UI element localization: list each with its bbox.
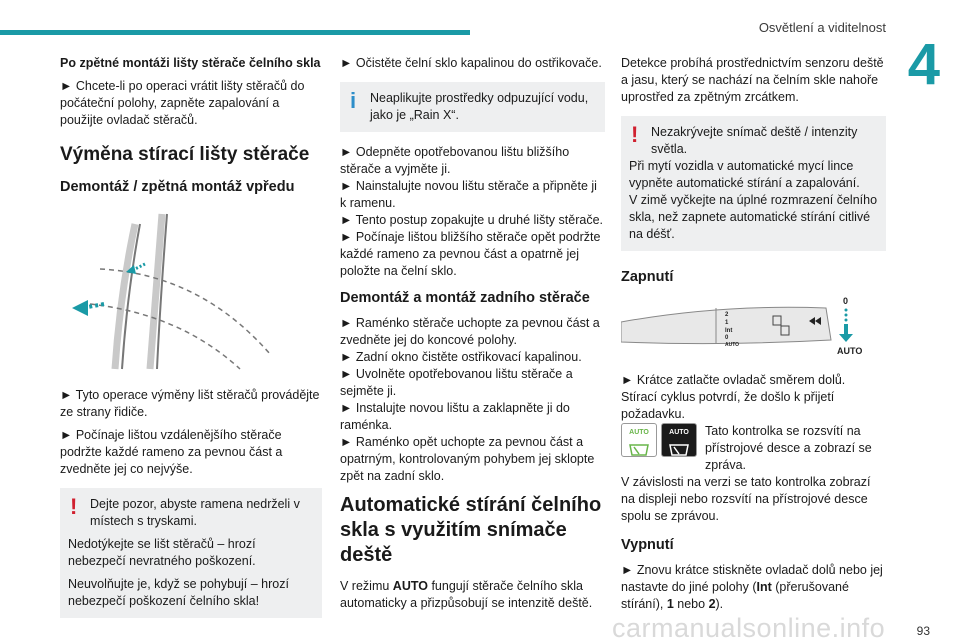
text: nebo <box>673 597 709 611</box>
paragraph: ► Uvolněte opotřebovanou lištu stěrače a sejměte ji. <box>340 367 573 398</box>
subheading-switch-on: Zapnutí <box>621 269 674 285</box>
wiper-stalk-illustration <box>621 294 886 364</box>
section-heading-auto-wipe: Automatické stírání čelního skla s využitím snímače deště <box>340 494 602 566</box>
warning-note <box>621 116 886 251</box>
watermark: carmanualsonline.info <box>612 613 886 643</box>
stalk-label-1: 1 <box>725 320 729 326</box>
stalk-position-auto: AUTO <box>837 346 863 356</box>
stalk-label-int: Int <box>725 328 733 334</box>
paragraph <box>340 578 605 612</box>
text: fungují stěrače čelního skla automaticky a přizpůsobují se intenzitě deště. <box>340 579 593 610</box>
paragraph: Stírací cyklus potvrdí, že došlo k přijetí požadavku. <box>621 390 835 421</box>
header-accent-bar <box>0 30 470 35</box>
subheading-front: Demontáž / zpětná montáž vpředu <box>60 179 295 195</box>
paragraph: ► Nainstalujte novou lištu stěrače a připněte ji k ramenu. <box>340 179 597 210</box>
bold-text: AUTO <box>392 579 428 593</box>
exclamation-icon: ! <box>631 122 639 147</box>
subheading-after-reinstall: Po zpětné montáži lišty stěrače čelního skla <box>60 56 321 70</box>
paragraph: ► Počínaje lištou bližšího stěrače opět podržte každé rameno za pevnou část a opatrně jej položte na čelní sklo. <box>340 230 601 278</box>
subheading-switch-off: Vypnutí <box>621 537 674 553</box>
auto-wipe-lamp-light-icon <box>621 423 657 457</box>
bold-text: 2 <box>708 597 716 611</box>
warning-text: Nedotýkejte se lišt stěračů – hrozí nebezpečí nevratného poškození. <box>68 537 256 568</box>
paragraph: Tato kontrolka se rozsvítí na přístrojové desce a zobrazí se zpráva. <box>705 424 872 472</box>
info-note <box>340 82 605 132</box>
paragraph: ► Tyto operace výměny lišt stěračů provádějte ze strany řidiče. <box>60 388 320 419</box>
info-icon: i <box>350 88 357 113</box>
paragraph: ► Odepněte opotřebovanou lištu bližšího stěrače a vyjměte ji. <box>340 145 570 176</box>
paragraph: ► Chcete-li po operaci vrátit lišty stěračů do počáteční polohy, zapněte zapalování a použijte ovladač stěračů. <box>60 79 305 127</box>
bold-text: 1 <box>666 597 674 611</box>
stalk-label-auto-small: AUTO <box>725 342 740 348</box>
warning-text: Neuvolňujte je, když se pohybují – hrozí nebezpečí poškození čelního skla! <box>68 577 289 608</box>
info-text: Neaplikujte prostředky odpuzující vodu, jako je „Rain X“. <box>370 91 589 122</box>
column-1 <box>60 55 322 630</box>
text: ). <box>715 597 724 611</box>
paragraph: ► Raménko stěrače uchopte za pevnou část a zvedněte jej do koncové polohy. <box>340 316 600 347</box>
paragraph: ► Zadní okno čistěte ostřikovací kapalinou. <box>340 350 582 364</box>
warning-text: Při mytí vozidla v automatické mycí lince vypněte automatické stírání a zapalování. <box>629 159 860 190</box>
page-number: 93 <box>916 624 930 638</box>
column-2 <box>340 55 605 618</box>
exclamation-icon: ! <box>70 494 78 519</box>
front-wiper-illustration <box>60 204 322 379</box>
paragraph: ► Tento postup zopakujte u druhé lišty stěrače. <box>340 213 603 227</box>
stalk-label-2: 2 <box>725 312 729 318</box>
paragraph: Detekce probíhá prostřednictvím senzoru deště a jasu, který se nachází na čelním skle nahoře uprostřed za zpětným zrcátkem. <box>621 56 884 104</box>
warning-text: V zimě vyčkejte na úplné rozmrazení čelního skla, než zapnete automatické stírání citlivé na déšť. <box>629 193 878 241</box>
lamp-label: AUTO <box>669 429 689 436</box>
stalk-label-0: 0 <box>725 335 729 341</box>
auto-wipe-lamp-dark-icon <box>661 423 697 457</box>
paragraph: ► Očistěte čelní sklo kapalinou do ostřikovače. <box>340 56 602 70</box>
paragraph: V závislosti na verzi se tato kontrolka zobrazí na displeji nebo rozsvítí na přístrojové desce spolu se zprávou. <box>621 475 871 523</box>
warning-note <box>60 488 322 618</box>
paragraph: ► Počínaje lištou vzdálenějšího stěrače podržte každé rameno za pevnou část a zvedněte jej co nejvýše. <box>60 428 283 476</box>
section-title: Osvětlení a viditelnost <box>758 20 886 35</box>
paragraph: ► Instalujte novou lištu a zaklapněte ji do raménka. <box>340 401 570 432</box>
stalk-position-0: 0 <box>843 296 849 306</box>
chapter-number: 4 <box>907 32 940 97</box>
subheading-rear: Demontáž a montáž zadního stěrače <box>340 290 590 306</box>
text: ► Znovu krátce stiskněte ovladač dolů nebo jej nastavte do jiné polohy ( <box>621 563 883 594</box>
warning-lamp-row <box>621 423 886 474</box>
bold-text: Int <box>756 580 772 594</box>
column-3 <box>621 55 886 619</box>
paragraph: ► Krátce zatlačte ovladač směrem dolů. <box>621 373 846 387</box>
text: V režimu <box>340 579 393 593</box>
text: (přerušované stírání), <box>621 580 849 611</box>
warning-text: Nezakrývejte snímač deště / intenzity světla. <box>651 125 858 156</box>
lamp-label: AUTO <box>629 429 649 436</box>
section-heading-blade-replacement: Výměna stírací lišty stěrače <box>60 144 310 165</box>
paragraph <box>621 562 886 613</box>
paragraph: ► Raménko opět uchopte za pevnou část a opatrným, kontrolovaným pohybem jej sklopte zpět na zadní sklo. <box>340 435 595 483</box>
warning-text: Dejte pozor, abyste ramena nedrželi v místech s tryskami. <box>90 497 300 528</box>
